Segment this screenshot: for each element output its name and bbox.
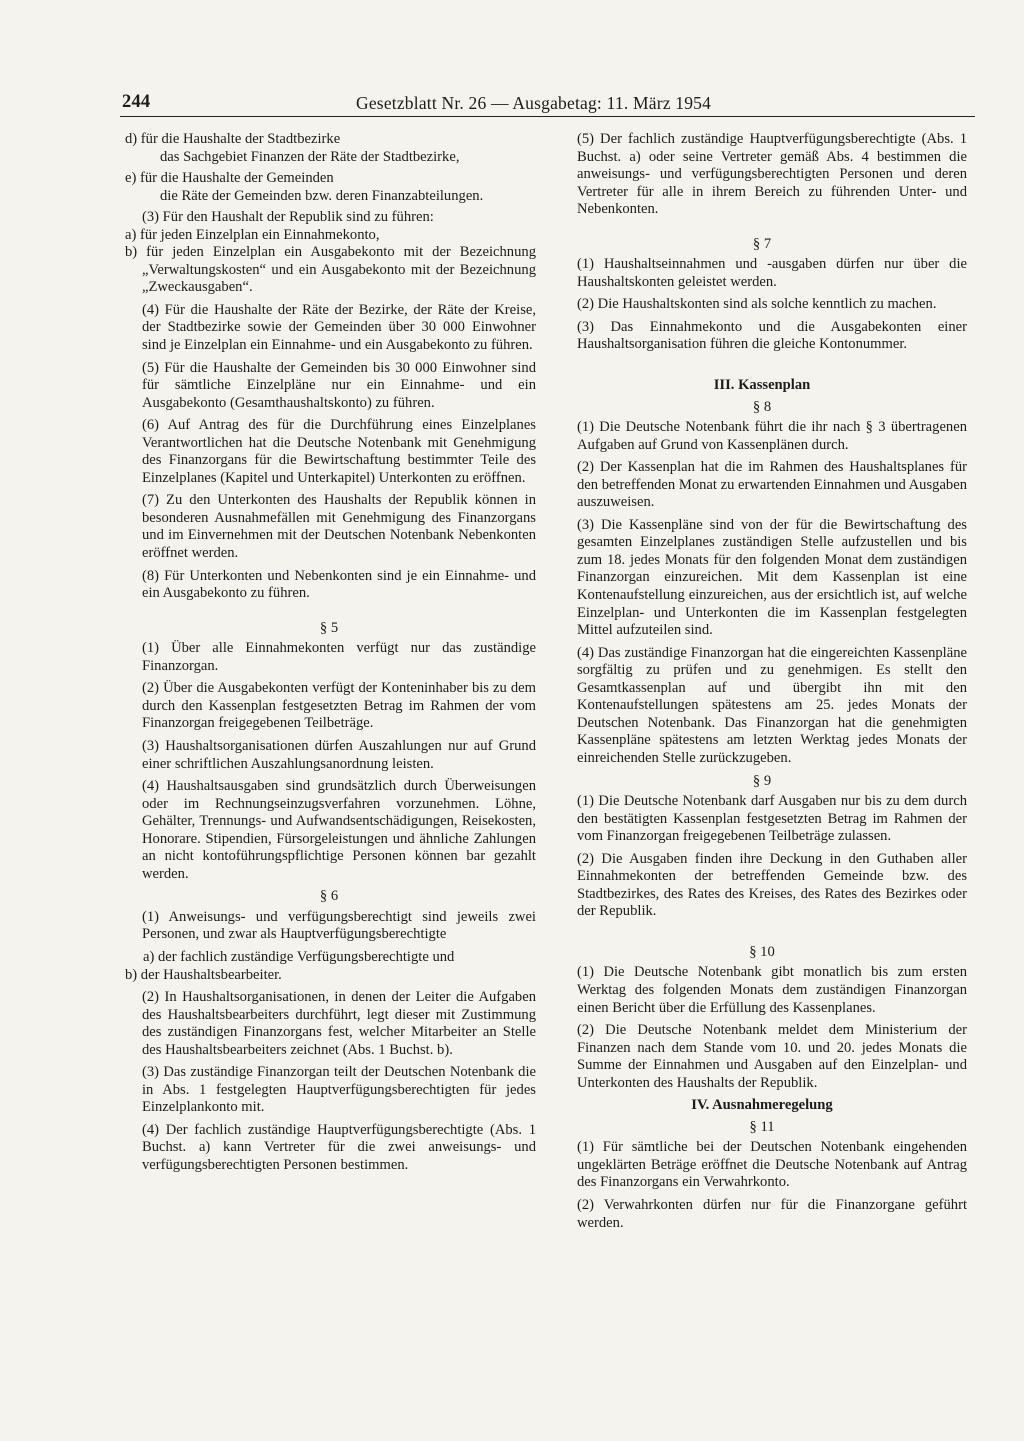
paragraph: (5) Für die Haushalte der Gemeinden bis 30 000 Einwohner sind für sämtliche Einzelpläne nur ein Einnahme- und ein Ausgabekonto (Gesamthaushaltskonto) zu führen. <box>142 359 536 411</box>
section-heading: § 8 <box>752 398 772 415</box>
paragraph: (3) Die Kassenpläne sind von der für die Bewirtschaftung des gesamten Einzelplanes zuständigen Stelle aufzustellen und bis zum 18. jedes Monats für den folgenden Monat dem zuständigen Finanzorgan einzureichen. Mit dem Kassenplan ist eine Kontenaufstellung einzureichen, aus der ersichtlich ist, auf welche Einzelplan- und Unterkonten die im Kassenplan festgelegten Mittel aufzuteilen sind. <box>577 516 967 639</box>
list-item: e) für die Haushalte der Gemeinden <box>125 170 334 187</box>
page-number: 244 <box>122 92 151 112</box>
paragraph: (1) Die Deutsche Notenbank gibt monatlich bis zum ersten Werktag des folgenden Monats dem zuständigen Finanzorgan einen Bericht über die Erfüllung des Kassenplanes. <box>577 964 967 1016</box>
paragraph: (1) Die Deutsche Notenbank führt die ihr nach § 3 übertragenen Aufgaben auf Grund von Kassenplänen durch. <box>577 419 967 453</box>
paragraph: (4) Der fachlich zuständige Hauptverfügungsberechtigte (Abs. 1 Buchst. a) kann Vertreter für die zwei anweisungs- und verfügungsberechtigten Personen bestimmen. <box>142 1121 536 1173</box>
paragraph: (6) Auf Antrag des für die Durchführung eines Einzelplanes Verantwortlichen hat die Deutsche Notenbank mit Genehmigung des Finanzorgans für die Bewirtschaftung bestimmter Teile des Einzelplanes (Kapitel und Unterkapitel) Unterkonten zu eröffnen. <box>142 417 536 486</box>
list-item: d) für die Haushalte der Stadtbezirke <box>125 131 341 147</box>
right-column <box>557 131 967 1237</box>
paragraph: (1) Die Deutsche Notenbank darf Ausgaben nur bis zu dem durch den bestätigten Kassenplan festgesetzten Betrag im Rahmen der vom Finanzorgan freigegebenen Teilbeträge zulassen. <box>577 793 967 845</box>
paragraph: (2) In Haushaltsorganisationen, in denen der Leiter die Aufgaben des Haushaltsbearbeiters durchführt, legt dieser mit Zustimmung des zuständigen Finanzorgans fest, welcher Mitarbeiter an Stelle des Haushaltsbearbeiters zeichnet (Abs. 1 Buchst. b). <box>142 989 536 1058</box>
section-heading: § 9 <box>752 772 772 789</box>
paragraph: (2) Der Kassenplan hat die im Rahmen des Haushaltsplanes für den betreffenden Monat zu erwartenden Einnahmen und Ausgaben auszuweisen. <box>577 459 967 511</box>
section-heading: § 7 <box>752 235 772 252</box>
paragraph: (4) Das zuständige Finanzorgan hat die eingereichten Kassenpläne sorgfältig zu prüfen und zu genehmigen. Es stellt den Gesamtkassenplan auf und übergibt ihn mit den Kontenaufstellungen spätestens am 25. jedes Monats der Deutschen Notenbank. Das Finanzorgan hat die genehmigten Kassenpläne spätestens am letzten Werktag jedes Monats der einreichenden Stelle zurückzugeben. <box>577 644 967 766</box>
list-item: a) für jeden Einzelplan ein Einnahmekonto, <box>125 226 380 243</box>
paragraph: (2) Die Ausgaben finden ihre Deckung in den Guthaben aller Einnahmekonten der betreffenden Gemeinde bzw. des Stadtbezirkes, des Rates des Kreises, des Rates des Bezirkes oder der Republik. <box>577 850 967 920</box>
header-title: Gesetzblatt Nr. 26 — Ausgabetag: 11. März 1954 <box>356 93 712 113</box>
section-heading: § 11 <box>749 1118 775 1135</box>
paragraph: (1) Anweisungs- und verfügungsberechtigt sind jeweils zwei Personen, und zwar als Hauptverfügungsberechtigte <box>142 908 536 943</box>
chapter-heading: IV. Ausnahmeregelung <box>691 1097 833 1114</box>
paragraph: (3) Haushaltsorganisationen dürfen Auszahlungen nur auf Grund einer schriftlichen Auszahlungsanordnung leisten. <box>142 737 536 772</box>
paragraph: (8) Für Unterkonten und Nebenkonten sind je ein Einnahme- und ein Ausgabekonto zu führen. <box>142 567 536 602</box>
paragraph: (1) Für sämtliche bei der Deutschen Notenbank eingehenden ungeklärten Beträge eröffnet die Deutsche Notenbank auf Antrag des Finanzorgans ein Verwahrkonto. <box>577 1139 967 1191</box>
section-heading: § 10 <box>749 943 775 960</box>
paragraph: (3) Das zuständige Finanzorgan teilt der Deutschen Notenbank die in Abs. 1 festgelegten Hauptverfügungsberechtigten für jedes Einzelplankonto mit. <box>142 1064 536 1116</box>
section-heading: § 6 <box>319 888 339 905</box>
paragraph: die Räte der Gemeinden bzw. deren Finanzabteilungen. <box>160 187 484 204</box>
paragraph: das Sachgebiet Finanzen der Räte der Stadtbezirke, <box>160 148 460 165</box>
paragraph: (2) Über die Ausgabekonten verfügt der Konteninhaber bis zu dem durch den Kassenplan festgesetzten Betrag im Rahmen der vom Finanzorgan freigegebenen Teilbeträge. <box>142 680 536 732</box>
paragraph: (2) Verwahrkonten dürfen nur für die Finanzorgane geführt werden. <box>577 1196 967 1231</box>
section-heading: § 5 <box>319 619 339 636</box>
paragraph: (1) Haushaltseinnahmen und -ausgaben dürfen nur über die Haushaltskonten geleistet werden. <box>577 256 967 290</box>
paragraph: (4) Für die Haushalte der Räte der Bezirke, der Räte der Kreise, der Stadtbezirke sowie der Gemeinden über 30 000 Einwohner sind je Einzelplan ein Einnahme- und ein Ausgabekonto zu führen. <box>142 301 536 354</box>
list-item: b) für jeden Einzelplan ein Ausgabekonto mit der Bezeichnung „Verwaltungskosten“ und ein Ausgabekonto mit der Bezeichnung „Zweckausgaben“. <box>125 244 536 296</box>
paragraph: (2) Die Deutsche Notenbank meldet dem Ministerium der Finanzen nach dem Stande vom 10. und 20. jedes Monats die Summe der Einnahmen und Ausgaben auf den Einzelplan- und Unterkonten des Haushalts der Republik. <box>577 1022 967 1091</box>
paragraph: (2) Die Haushaltskonten sind als solche kenntlich zu machen. <box>577 296 937 313</box>
paragraph: (3) Für den Haushalt der Republik sind zu führen: <box>142 209 434 226</box>
page-header <box>120 90 975 117</box>
paragraph: (7) Zu den Unterkonten des Haushalts der Republik können in besonderen Ausnahmefällen mit Genehmigung des Finanzorgans und im Einvernehmen mit der Deutschen Notenbank Nebenkonten eröffnet werden. <box>142 492 536 562</box>
paragraph: (5) Der fachlich zuständige Hauptverfügungsberechtigte (Abs. 1 Buchst. a) oder seine Vertreter gemäß Abs. 4 bestimmen die anweisungs- und verfügungsberechtigten Personen und deren Vertreter für alle in ihrem Bereich zu führenden Unter- und Nebenkonten. <box>577 131 967 218</box>
left-column <box>122 131 536 1180</box>
list-item: b) der Haushaltsbearbeiter. <box>125 966 282 983</box>
paragraph: (1) Über alle Einnahmekonten verfügt nur das zuständige Finanzorgan. <box>142 640 536 674</box>
list-item: a) der fachlich zuständige Verfügungsberechtigte und <box>143 948 455 965</box>
paragraph: (3) Das Einnahmekonto und die Ausgabekonten einer Haushaltsorganisation führen die gleiche Kontonummer. <box>577 318 967 353</box>
paragraph: (4) Haushaltsausgaben sind grundsätzlich durch Überweisungen oder im Rechnungseinzugsverfahren vorzunehmen. Löhne, Gehälter, Trennungs- und Aufwandsentschädigungen, Reisekosten, Honorare. Stipendien, Fürsorgeleistungen und ähnliche Zahlungen an nicht kontoführungspflichtige Personen können bar gezahlt werden. <box>142 778 536 882</box>
chapter-heading: III. Kassenplan <box>713 377 811 394</box>
